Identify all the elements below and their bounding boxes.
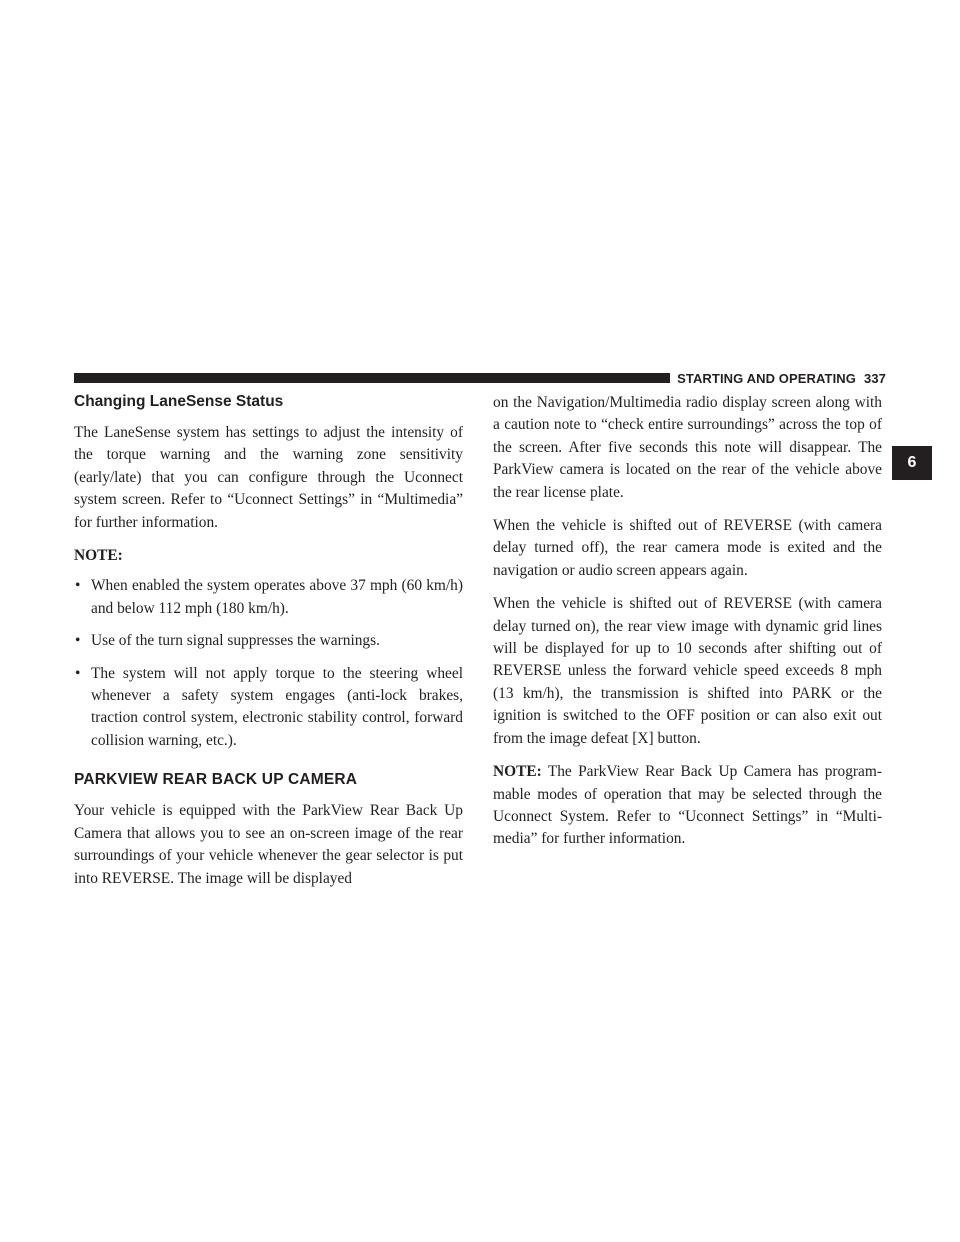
note-label: NOTE: <box>493 763 542 781</box>
parkview-paragraph-2: on the Navigation/Multimedia radio display screen along with a caution note to “check entire surroundings” across the top of the screen. After five seconds this note will disappear. The ParkView camera is located on the rear of the vehicle above the rear license plate. <box>493 394 882 501</box>
section-title: STARTING AND OPERATING <box>677 370 856 386</box>
parkview-note <box>493 761 882 851</box>
list-item <box>74 575 463 620</box>
bullet-icon: • <box>75 664 81 682</box>
right-column <box>493 392 882 862</box>
list-item <box>74 630 463 652</box>
lanesense-intro: The LaneSense system has settings to adjust the intensity of the torque warning and the warning zone sensitivity (early/late) that you can configure through the Uconnect system screen. Refer to “Uconnect Settings” in “Multimedia” for further information. <box>74 424 463 531</box>
chapter-tab: 6 <box>892 446 932 480</box>
note-label: NOTE: <box>74 547 123 565</box>
parkview-heading: PARKVIEW REAR BACK UP CAMERA <box>74 771 358 789</box>
note-text: The ParkView Rear Back Up Camera has programmable modes of operation that may be selected through the Uconnect System. Refer to “Uconnect Settings” in “Multimedia” for further information. <box>493 763 882 848</box>
parkview-paragraph-4: When the vehicle is shifted out of REVERSE (with camera delay turned on), the rear view image with dynamic grid lines will be displayed for up to 10 seconds after shifting out of REVERSE unless the forward vehicle speed exceeds 8 mph (13 km/h), the transmission is shifted into PARK or the ignition is switched to the OFF position or can also exit out from the image defeat [X] button. <box>493 595 882 747</box>
note-bullet-list <box>74 575 463 752</box>
bullet-icon: • <box>75 632 81 650</box>
header-rule <box>74 373 670 383</box>
bullet-text: When enabled the system operates above 37 mph (60 km/h) and below 112 mph (180 km/h). <box>91 577 463 617</box>
bullet-text: Use of the turn signal suppresses the warnings. <box>91 632 380 650</box>
list-item <box>74 663 463 753</box>
parkview-paragraph-3: When the vehicle is shifted out of REVERSE (with camera delay turned off), the rear camera mode is exited and the navigation or audio screen appears again. <box>493 517 882 579</box>
left-column <box>74 392 463 901</box>
lanesense-subheading: Changing LaneSense Status <box>74 393 284 410</box>
page-number: 337 <box>864 370 886 386</box>
bullet-text: The system will not apply torque to the steering wheel whenever a safety system engages (anti-lock brakes, traction control system, electronic stability control, forward collision warning, etc.). <box>91 664 463 749</box>
running-head <box>678 370 886 386</box>
parkview-paragraph-1: Your vehicle is equipped with the ParkView Rear Back Up Camera that allows you to see an on-screen image of the rear surroundings of your vehicle whenever the gear selector is put into REVERSE. The image will be displayed <box>74 802 463 887</box>
bullet-icon: • <box>75 577 81 595</box>
